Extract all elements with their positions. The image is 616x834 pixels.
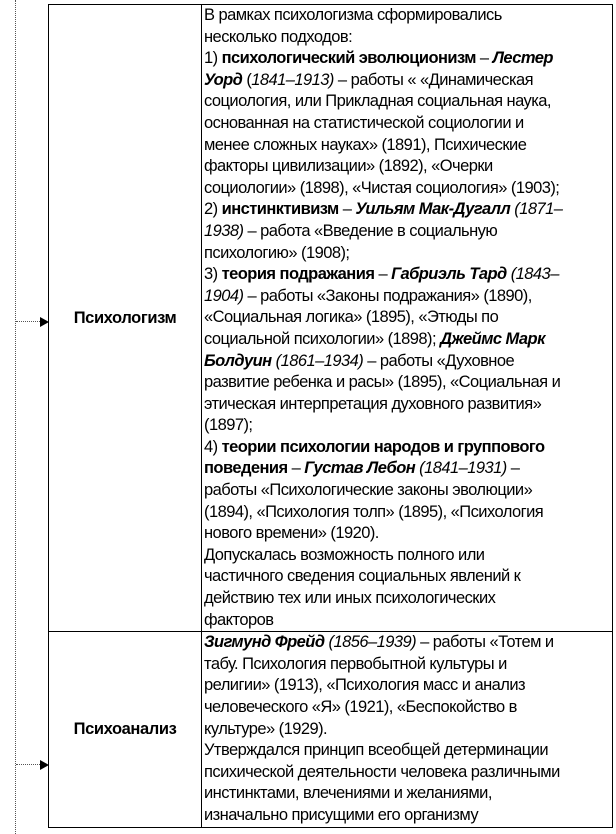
text-run: 1938)	[204, 221, 244, 240]
text-run: поведения	[204, 459, 288, 478]
text-line	[204, 48, 612, 70]
text-line	[204, 113, 612, 135]
text-line	[204, 545, 612, 567]
text-run: этическая интерпретация духовного развития»	[204, 394, 542, 413]
text-run: изначально присущими его организму	[204, 805, 479, 824]
text-run: (1841–1931)	[415, 459, 507, 478]
text-run: теория подражания	[221, 265, 375, 284]
description-cell	[202, 5, 613, 632]
text-run: «Социальная логика» (1895), «Этюды по	[204, 308, 499, 327]
text-run: психологию» (1908);	[204, 243, 350, 262]
text-run: психической деятельности человека различными	[204, 762, 560, 781]
text-run: Густав Лебон	[304, 459, 416, 478]
text-run: Зигмунд Фрейд	[204, 633, 325, 652]
text-run: –	[475, 49, 493, 68]
text-run: религии» (1913), «Психология масс и анализ	[204, 676, 526, 695]
text-line	[204, 156, 612, 178]
text-line	[204, 437, 612, 459]
text-run: –	[338, 200, 356, 219]
text-run: социальной психологии» (1898);	[204, 329, 441, 348]
text-line	[204, 264, 612, 286]
text-run: 1841–1913)	[251, 70, 334, 89]
text-run: Уорд	[204, 70, 243, 89]
text-line	[204, 480, 612, 502]
text-line	[204, 632, 612, 654]
text-run: психологический эволюционизм	[221, 49, 476, 68]
text-run: –	[287, 459, 305, 478]
text-run: Лестер	[492, 49, 553, 68]
text-run: –	[506, 459, 520, 478]
text-run: частичного сведения социальных явлений к	[204, 567, 521, 586]
text-line	[204, 458, 612, 480]
term-cell: Психоанализ	[49, 632, 202, 827]
text-run: Допускалась возможность полного или	[204, 545, 485, 564]
text-run: – работы «Законы подражания» (1890),	[243, 286, 532, 305]
text-run: Джеймс Марк	[440, 329, 545, 348]
text-run: Габриэль Тард	[391, 265, 507, 284]
text-run: В рамках психологизма сформировались	[204, 6, 502, 24]
text-run: – работы « «Динамическая	[333, 70, 533, 89]
text-run: факторы цивилизации» (1892), «Очерки	[204, 157, 493, 176]
text-run: (1894), «Психология толп» (1895), «Психология	[204, 502, 544, 521]
text-line	[204, 675, 612, 697]
connector-line	[15, 0, 16, 834]
text-run: Уильям Мак-Дугалл	[355, 200, 511, 219]
text-line	[204, 502, 612, 524]
text-run: человеческого «Я» (1921), «Беспокойство в	[204, 698, 517, 716]
text-run: работы «Психологические законы эволюции»	[204, 481, 533, 500]
text-run: (	[242, 70, 252, 89]
text-run: – работа «Введение в социальную	[243, 221, 498, 240]
arrow-icon	[16, 760, 48, 770]
text-line	[204, 566, 612, 588]
text-line	[204, 740, 612, 762]
text-run: нового времени» (1920).	[204, 524, 379, 543]
text-line	[204, 91, 612, 113]
text-run: менее сложных науках» (1891), Психические	[204, 135, 527, 154]
text-run: Болдуин	[204, 351, 272, 370]
approaches-table	[48, 4, 613, 828]
text-run: 2)	[204, 200, 222, 219]
text-run: – работы «Духовное	[363, 351, 515, 370]
text-run: (1871–	[510, 200, 563, 219]
text-run: 1904)	[204, 286, 244, 305]
text-line	[204, 27, 612, 49]
text-line	[204, 221, 612, 243]
text-run: – работы «Тотем и	[416, 633, 554, 652]
text-line	[204, 135, 612, 157]
text-run: несколько подходов:	[204, 27, 353, 46]
text-run: факторов	[204, 610, 274, 629]
text-line	[204, 588, 612, 610]
text-line	[204, 178, 612, 200]
text-line	[204, 610, 612, 632]
text-run: социология, или Прикладная социальная наука,	[204, 92, 551, 111]
table-row	[49, 5, 613, 632]
text-run: 4)	[204, 437, 222, 456]
text-line	[204, 307, 612, 329]
text-run: развитие ребенка и расы» (1895), «Социальная и	[204, 373, 561, 392]
text-run: 1)	[204, 49, 222, 68]
text-run: инстинктивизм	[221, 200, 339, 219]
text-line	[204, 351, 612, 373]
text-line	[204, 243, 612, 265]
term-cell: Психологизм	[49, 5, 202, 632]
text-run: культуре» (1929).	[204, 719, 328, 738]
text-run: Утверждался принцип всеобщей детерминации	[204, 741, 549, 760]
text-run: (1861–1934)	[271, 351, 364, 370]
text-line	[204, 286, 612, 308]
text-run: (1843–	[506, 265, 559, 284]
text-line	[204, 783, 612, 805]
description-cell	[202, 632, 613, 827]
text-run: 3)	[204, 265, 222, 284]
text-line	[204, 654, 612, 676]
text-run: социологии» (1898), «Чистая социология» (1903);	[204, 178, 560, 197]
text-line	[204, 199, 612, 221]
text-run: (1856–1939)	[324, 633, 417, 652]
arrow-icon	[16, 317, 48, 327]
text-line	[204, 523, 612, 545]
text-run: теории психологии народов и группового	[221, 437, 545, 456]
text-line	[204, 70, 612, 92]
text-line	[204, 719, 612, 741]
text-run: табу. Психология первобытной культуры и	[204, 654, 507, 673]
text-line	[204, 5, 612, 27]
text-line	[204, 805, 612, 827]
text-run: действию тех или иных психологических	[204, 589, 496, 608]
text-line	[204, 329, 612, 351]
text-line	[204, 762, 612, 784]
text-line	[204, 697, 612, 719]
text-run: основанная на статистической социологии и	[204, 113, 524, 132]
text-run: инстинктами, влечениями и желаниями,	[204, 784, 492, 803]
text-line	[204, 372, 612, 394]
text-run: (1897);	[204, 416, 253, 435]
text-run: –	[374, 265, 392, 284]
table-row	[49, 632, 613, 827]
text-line	[204, 394, 612, 416]
text-line	[204, 415, 612, 437]
